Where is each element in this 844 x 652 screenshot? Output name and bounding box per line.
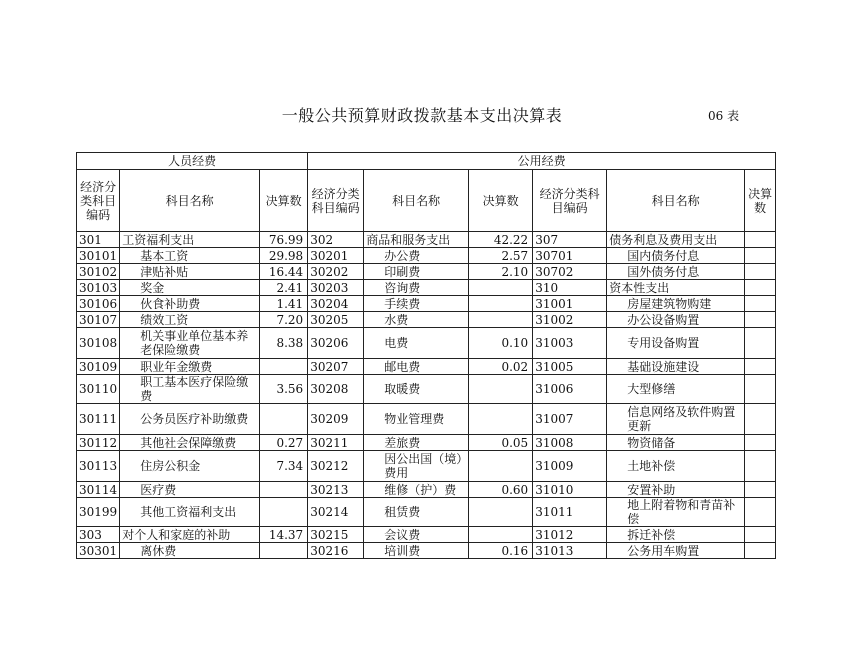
cell-g1-name: 电费 xyxy=(364,328,469,359)
cell-g1-name: 手续费 xyxy=(364,296,469,312)
cell-g1-code: 30211 xyxy=(308,435,364,451)
cell-g2-code: 31009 xyxy=(533,451,607,482)
table-row xyxy=(77,264,776,280)
cell-p-code: 30102 xyxy=(77,264,120,280)
cell-g1-code: 30212 xyxy=(308,451,364,482)
table-row xyxy=(77,248,776,264)
cell-g1-amount xyxy=(469,498,533,527)
table-row xyxy=(77,296,776,312)
header-g1-code: 经济分类科目编码 xyxy=(308,170,364,232)
cell-g1-amount xyxy=(469,404,533,435)
cell-p-code: 301 xyxy=(77,232,120,248)
cell-g1-name: 取暖费 xyxy=(364,375,469,404)
cell-g2-amount xyxy=(745,451,776,482)
cell-g2-name: 物资储备 xyxy=(607,435,745,451)
cell-g2-amount xyxy=(745,482,776,498)
cell-g1-code: 30204 xyxy=(308,296,364,312)
cell-p-name: 对个人和家庭的补助 xyxy=(120,527,260,543)
cell-g1-code: 302 xyxy=(308,232,364,248)
header-g2-code: 经济分类科目编码 xyxy=(533,170,607,232)
cell-p-amount: 7.34 xyxy=(260,451,308,482)
cell-p-amount: 0.27 xyxy=(260,435,308,451)
group-personnel: 人员经费 xyxy=(77,153,308,170)
cell-g2-code: 31008 xyxy=(533,435,607,451)
cell-p-amount: 3.56 xyxy=(260,375,308,404)
cell-p-name: 工资福利支出 xyxy=(120,232,260,248)
cell-g2-code: 31002 xyxy=(533,312,607,328)
table-row xyxy=(77,435,776,451)
cell-g1-code: 30214 xyxy=(308,498,364,527)
cell-g2-name: 土地补偿 xyxy=(607,451,745,482)
cell-g2-code: 31011 xyxy=(533,498,607,527)
cell-g2-amount xyxy=(745,543,776,559)
cell-p-name: 机关事业单位基本养老保险缴费 xyxy=(120,328,260,359)
cell-p-amount: 8.38 xyxy=(260,328,308,359)
cell-p-code: 30101 xyxy=(77,248,120,264)
cell-g1-code: 30202 xyxy=(308,264,364,280)
cell-g1-code: 30201 xyxy=(308,248,364,264)
page-title: 一般公共预算财政拨款基本支出决算表 xyxy=(281,106,563,125)
table-row xyxy=(77,527,776,543)
cell-g1-name: 会议费 xyxy=(364,527,469,543)
cell-g2-code: 31010 xyxy=(533,482,607,498)
cell-p-name: 奖金 xyxy=(120,280,260,296)
cell-g1-name: 因公出国（境）费用 xyxy=(364,451,469,482)
cell-p-name: 职工基本医疗保险缴费 xyxy=(120,375,260,404)
table-row xyxy=(77,359,776,375)
cell-p-code: 30109 xyxy=(77,359,120,375)
cell-g2-code: 31006 xyxy=(533,375,607,404)
cell-g1-name: 水费 xyxy=(364,312,469,328)
cell-g1-amount: 42.22 xyxy=(469,232,533,248)
header-g2-name: 科目名称 xyxy=(607,170,745,232)
table-row xyxy=(77,280,776,296)
cell-g2-name: 房屋建筑物购建 xyxy=(607,296,745,312)
header-g2-amount: 决算数 xyxy=(745,170,776,232)
cell-p-code: 30103 xyxy=(77,280,120,296)
cell-g2-code: 31012 xyxy=(533,527,607,543)
cell-p-name: 职业年金缴费 xyxy=(120,359,260,375)
table-row xyxy=(77,482,776,498)
cell-g1-amount: 0.60 xyxy=(469,482,533,498)
cell-g2-amount xyxy=(745,404,776,435)
cell-p-amount xyxy=(260,543,308,559)
cell-p-code: 30111 xyxy=(77,404,120,435)
cell-g1-code: 30203 xyxy=(308,280,364,296)
cell-p-name: 住房公积金 xyxy=(120,451,260,482)
cell-g1-name: 印刷费 xyxy=(364,264,469,280)
cell-g1-amount: 0.10 xyxy=(469,328,533,359)
cell-g2-name: 办公设备购置 xyxy=(607,312,745,328)
group-header-row xyxy=(77,153,776,170)
cell-g2-code: 307 xyxy=(533,232,607,248)
cell-p-amount xyxy=(260,404,308,435)
cell-g2-name: 专用设备购置 xyxy=(607,328,745,359)
cell-g1-amount xyxy=(469,375,533,404)
cell-g2-amount xyxy=(745,232,776,248)
cell-g1-amount: 0.02 xyxy=(469,359,533,375)
cell-g1-name: 差旅费 xyxy=(364,435,469,451)
cell-g1-amount xyxy=(469,451,533,482)
cell-p-amount xyxy=(260,359,308,375)
cell-p-name: 公务员医疗补助缴费 xyxy=(120,404,260,435)
cell-p-code: 303 xyxy=(77,527,120,543)
cell-g1-code: 30207 xyxy=(308,359,364,375)
cell-g2-amount xyxy=(745,527,776,543)
cell-p-code: 30107 xyxy=(77,312,120,328)
cell-g1-amount xyxy=(469,312,533,328)
cell-g2-name: 拆迁补偿 xyxy=(607,527,745,543)
cell-p-name: 其他社会保障缴费 xyxy=(120,435,260,451)
cell-g2-amount xyxy=(745,328,776,359)
cell-p-amount xyxy=(260,482,308,498)
cell-g2-amount xyxy=(745,312,776,328)
cell-g2-code: 31013 xyxy=(533,543,607,559)
cell-g1-name: 邮电费 xyxy=(364,359,469,375)
cell-g2-amount xyxy=(745,498,776,527)
table-row xyxy=(77,543,776,559)
cell-p-name: 其他工资福利支出 xyxy=(120,498,260,527)
cell-g1-amount xyxy=(469,280,533,296)
table-row xyxy=(77,404,776,435)
cell-g2-name: 安置补助 xyxy=(607,482,745,498)
cell-g2-name: 信息网络及软件购置更新 xyxy=(607,404,745,435)
cell-p-amount: 29.98 xyxy=(260,248,308,264)
cell-p-code: 30110 xyxy=(77,375,120,404)
cell-g2-code: 30701 xyxy=(533,248,607,264)
cell-g2-amount xyxy=(745,280,776,296)
cell-g1-name: 咨询费 xyxy=(364,280,469,296)
cell-g2-name: 基础设施建设 xyxy=(607,359,745,375)
cell-p-amount: 16.44 xyxy=(260,264,308,280)
cell-p-name: 离休费 xyxy=(120,543,260,559)
cell-p-name: 津贴补贴 xyxy=(120,264,260,280)
cell-g2-name: 债务利息及费用支出 xyxy=(607,232,745,248)
cell-g1-code: 30206 xyxy=(308,328,364,359)
cell-p-amount: 76.99 xyxy=(260,232,308,248)
cell-g2-code: 31005 xyxy=(533,359,607,375)
expenditure-table xyxy=(76,152,776,559)
table-number: 06 表 xyxy=(708,109,740,123)
cell-p-amount: 1.41 xyxy=(260,296,308,312)
cell-g2-amount xyxy=(745,359,776,375)
cell-g1-name: 办公费 xyxy=(364,248,469,264)
cell-p-name: 绩效工资 xyxy=(120,312,260,328)
cell-g2-code: 310 xyxy=(533,280,607,296)
cell-g2-code: 30702 xyxy=(533,264,607,280)
cell-g1-code: 30209 xyxy=(308,404,364,435)
cell-g2-name: 资本性支出 xyxy=(607,280,745,296)
cell-g1-name: 物业管理费 xyxy=(364,404,469,435)
cell-p-amount xyxy=(260,498,308,527)
cell-g2-name: 国内债务付息 xyxy=(607,248,745,264)
cell-p-name: 基本工资 xyxy=(120,248,260,264)
header-p-code: 经济分类科目编码 xyxy=(77,170,120,232)
table-row xyxy=(77,375,776,404)
cell-g1-amount xyxy=(469,527,533,543)
cell-g2-amount xyxy=(745,435,776,451)
cell-g2-amount xyxy=(745,375,776,404)
column-header-row xyxy=(77,170,776,232)
cell-g2-name: 地上附着物和青苗补偿 xyxy=(607,498,745,527)
cell-g1-amount: 2.10 xyxy=(469,264,533,280)
cell-g1-amount: 0.05 xyxy=(469,435,533,451)
cell-g1-code: 30215 xyxy=(308,527,364,543)
cell-g2-amount xyxy=(745,264,776,280)
cell-p-code: 30114 xyxy=(77,482,120,498)
cell-p-code: 30112 xyxy=(77,435,120,451)
cell-p-amount: 7.20 xyxy=(260,312,308,328)
table-row xyxy=(77,498,776,527)
cell-g1-name: 租赁费 xyxy=(364,498,469,527)
cell-p-code: 30113 xyxy=(77,451,120,482)
cell-g2-amount xyxy=(745,296,776,312)
cell-p-name: 医疗费 xyxy=(120,482,260,498)
cell-g1-amount xyxy=(469,296,533,312)
cell-p-code: 30301 xyxy=(77,543,120,559)
cell-p-name: 伙食补助费 xyxy=(120,296,260,312)
cell-g2-name: 国外债务付息 xyxy=(607,264,745,280)
cell-g1-amount: 2.57 xyxy=(469,248,533,264)
cell-g2-code: 31003 xyxy=(533,328,607,359)
cell-g1-name: 培训费 xyxy=(364,543,469,559)
cell-g2-amount xyxy=(745,248,776,264)
cell-g1-code: 30216 xyxy=(308,543,364,559)
header-p-amount: 决算数 xyxy=(260,170,308,232)
header-p-name: 科目名称 xyxy=(120,170,260,232)
header-g1-name: 科目名称 xyxy=(364,170,469,232)
group-public: 公用经费 xyxy=(308,153,776,170)
cell-g2-name: 公务用车购置 xyxy=(607,543,745,559)
cell-g1-code: 30208 xyxy=(308,375,364,404)
table-row xyxy=(77,328,776,359)
cell-g2-name: 大型修缮 xyxy=(607,375,745,404)
cell-p-code: 30106 xyxy=(77,296,120,312)
table-row xyxy=(77,451,776,482)
cell-p-code: 30199 xyxy=(77,498,120,527)
cell-g2-code: 31007 xyxy=(533,404,607,435)
cell-p-amount: 2.41 xyxy=(260,280,308,296)
cell-p-amount: 14.37 xyxy=(260,527,308,543)
cell-g1-name: 维修（护）费 xyxy=(364,482,469,498)
table-row xyxy=(77,232,776,248)
header-g1-amount: 决算数 xyxy=(469,170,533,232)
cell-g2-code: 31001 xyxy=(533,296,607,312)
cell-g1-name: 商品和服务支出 xyxy=(364,232,469,248)
table-row xyxy=(77,312,776,328)
cell-g1-code: 30205 xyxy=(308,312,364,328)
cell-p-code: 30108 xyxy=(77,328,120,359)
cell-g1-code: 30213 xyxy=(308,482,364,498)
cell-g1-amount: 0.16 xyxy=(469,543,533,559)
